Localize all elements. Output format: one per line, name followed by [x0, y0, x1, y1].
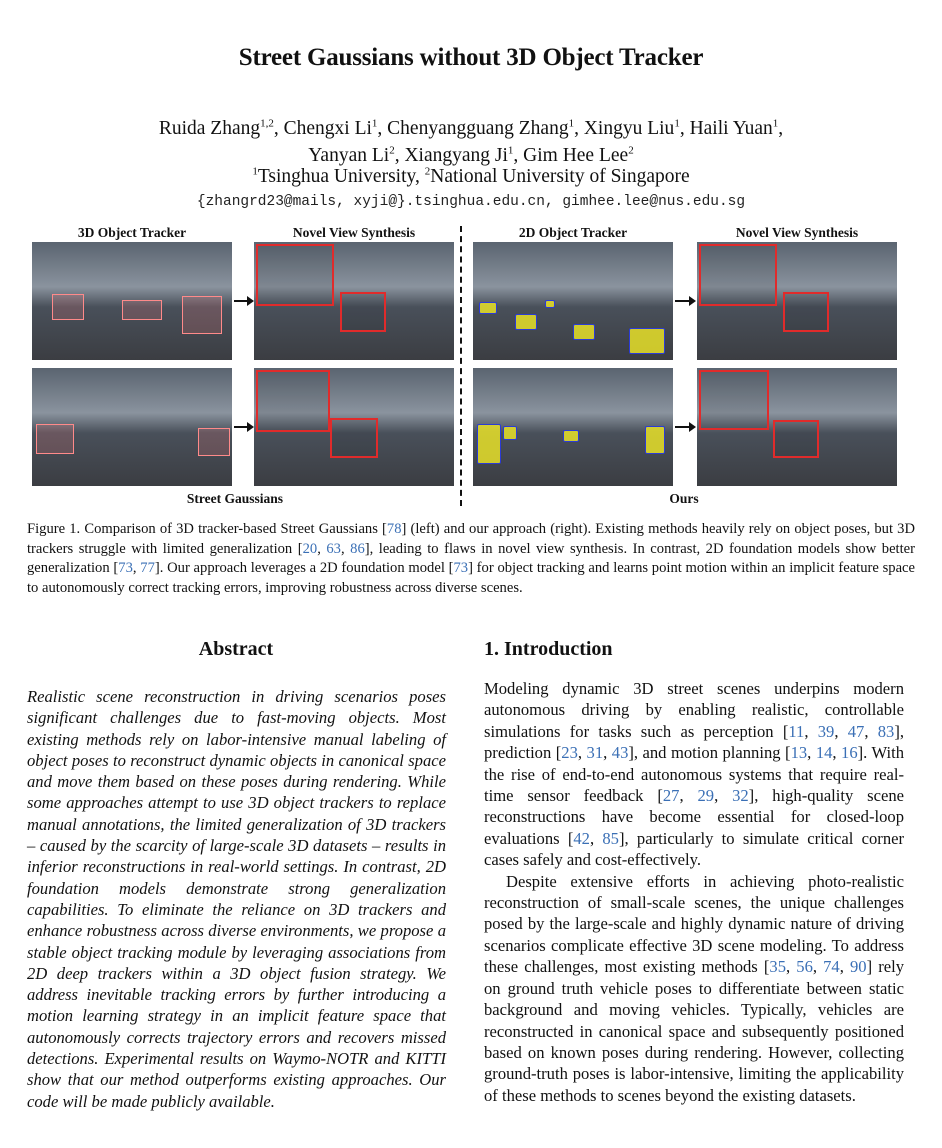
citation-link[interactable]: 29: [697, 786, 715, 806]
citation-link[interactable]: 13: [790, 743, 808, 763]
label-3d-tracker: 3D Object Tracker: [77, 225, 187, 240]
author-name: Chenyangguang Zhang: [387, 118, 569, 139]
tracker-3d-image-2: [32, 368, 232, 486]
intro-paragraph: Despite extensive efforts in achieving photo-realistic reconstruction of small-scale scenes, the unique challenges posed by the large-scale and highly dynamic nature of driving scenarios complicate effective 3D scene modeling. To address these challenges, most existing methods [35, 56, 74, 90] rely on ground truth vehicle poses to differentiate between static background and moving vehicles. Typically, vehicles are reconstructed in canonical space and subsequently positioned based on known poses during rendering. However, collecting ground-truth poses is labor-intensive, limiting the applicability of these methods to scenes beyond the existing datasets.: [484, 871, 905, 1105]
author-emails: {zhangrd23@mails, xyji@}.tsinghua.edu.cn, gimhee.lee@nus.edu.sg: [196, 194, 746, 210]
citation-link[interactable]: 74: [823, 957, 840, 977]
citation-link[interactable]: 35: [769, 957, 786, 977]
citation-link[interactable]: 31: [586, 743, 604, 763]
figure-1: [0, 222, 942, 512]
citation-link[interactable]: 39: [817, 721, 835, 741]
citation-link[interactable]: 20: [302, 540, 318, 557]
arrow-icon: [234, 426, 252, 428]
author-name: Xingyu Liu: [583, 118, 675, 139]
label-nvs-right: Novel View Synthesis: [735, 225, 859, 240]
author-name: Gim Hee Lee: [523, 145, 629, 166]
affiliations: $^1$Tsinghua University, $^2$National University of Singapore: [252, 165, 690, 187]
introduction-heading: 1. Introduction: [484, 638, 613, 660]
label-2d-tracker: 2D Object Tracker: [518, 225, 628, 240]
citation-link[interactable]: 86: [350, 540, 365, 557]
citation-link[interactable]: 47: [847, 721, 865, 741]
citation-link[interactable]: 56: [796, 957, 813, 977]
arrow-icon: [675, 300, 694, 302]
citation-link[interactable]: 90: [849, 957, 867, 977]
nvs-right-image-1: [697, 242, 897, 360]
intro-paragraph: Modeling dynamic 3D street scenes underpins modern autonomous driving by enabling realistic, controllable simulations for tasks such as perception [11, 39, 47, 83], prediction [23, 31, 43], and motion planning [13, 14, 16]. With the rise of end-to-end autonomous systems that require real-time sensor feedback [27, 29, 32], high-quality scene reconstructions have become essential for closed-loop evaluations [42, 85], particularly to simulate critical corner cases safely and cost-effectively.: [484, 679, 905, 870]
citation-link[interactable]: 83: [877, 721, 895, 741]
introduction-text: [484, 678, 904, 1106]
citation-link[interactable]: 63: [326, 540, 341, 557]
citation-link[interactable]: 85: [602, 828, 619, 848]
label-ours: Ours: [669, 491, 699, 506]
citation-link[interactable]: 23: [561, 743, 578, 763]
figure-caption: Figure 1. Comparison of 3D tracker-based Street Gaussians [78] (left) and our approach (right). Existing methods heavily rely on object poses, but 3D trackers struggle with limited generalization [20, 63, 86], leading to flaws in novel view synthesis. In contrast, 2D foundation models show better generalization [73, 77]. Our approach leverages a 2D foundation model [73] for object tracking and learns point motion within an implicit feature space to autonomously correct tracking errors, improving robustness across diverse scenes.: [27, 521, 916, 596]
citation-link[interactable]: 14: [815, 743, 833, 763]
tracker-2d-image-1: [473, 242, 673, 360]
citation-link[interactable]: 43: [611, 743, 629, 763]
citation-link[interactable]: 42: [573, 828, 590, 848]
nvs-left-image-1: [254, 242, 454, 360]
author-name: Ruida Zhang: [158, 118, 261, 139]
citation-link[interactable]: 77: [140, 560, 155, 576]
label-street-gaussians: Street Gaussians: [186, 491, 284, 506]
citation-link[interactable]: 27: [662, 786, 680, 806]
paper-title: Street Gaussians without 3D Object Tracker: [238, 44, 704, 71]
divider-line: [460, 226, 462, 506]
citation-link[interactable]: 73: [118, 560, 133, 576]
abstract-heading: Abstract: [198, 638, 274, 660]
author-name: Chengxi Li: [283, 118, 372, 139]
arrow-icon: [675, 426, 694, 428]
label-nvs-left: Novel View Synthesis: [292, 225, 416, 240]
affiliation-name: Tsinghua University: [257, 166, 415, 187]
citation-link[interactable]: 73: [453, 560, 469, 576]
author-name: Haili Yuan: [689, 118, 773, 139]
citation-link[interactable]: 11: [788, 721, 805, 741]
author-name: Xiangyang Ji: [404, 145, 508, 166]
author-name: Yanyan Li: [308, 145, 390, 166]
tracker-2d-image-2: [473, 368, 673, 486]
affiliation-name: National University of Singapore: [430, 166, 690, 187]
citation-link[interactable]: 16: [841, 743, 858, 763]
arrow-icon: [234, 300, 252, 302]
nvs-right-image-2: [697, 368, 897, 486]
abstract-text: Realistic scene reconstruction in driving scenarios poses significant challenges due to fast-moving objects. Most existing methods rely on labor-intensive manual labeling of object poses to reconstruct dynamic objects in canonical space and move them based on these poses during rendering. While some approaches attempt to use 3D object trackers to replace manual annotations, the limited generalization of 3D trackers – caused by the scarcity of large-scale 3D datasets – results in inferior reconstructions in real-world settings. In contrast, 2D foundation models demonstrate strong generalization capabilities. To eliminate the reliance on 3D trackers and enhance robustness across diverse environments, we propose a stable object tracking module by leveraging associations from 2D deep trackers within a 3D object fusion strategy. We address inevitable tracking errors by further introducing a motion learning strategy in an implicit feature space that autonomously corrects trajectory errors and recovers missed detections. Experimental results on Waymo-NOTR and KITTI show that our method outperforms existing approaches. Our code will be made publicly available.: [27, 687, 446, 1111]
tracker-3d-image-1: [32, 242, 232, 360]
citation-link[interactable]: 32: [732, 786, 749, 806]
citation-link[interactable]: 78: [386, 521, 402, 537]
author-list: Ruida Zhang$^{1,2}$, Chengxi Li$^1$, Chenyangguang Zhang$^1$, Xingyu Liu$^1$, Haili Yuan$^1$, Yanyan Li$^2$, Xiangyang Ji$^1$, Gim Hee Lee$^2$: [158, 117, 784, 166]
nvs-left-image-2: [254, 368, 454, 486]
